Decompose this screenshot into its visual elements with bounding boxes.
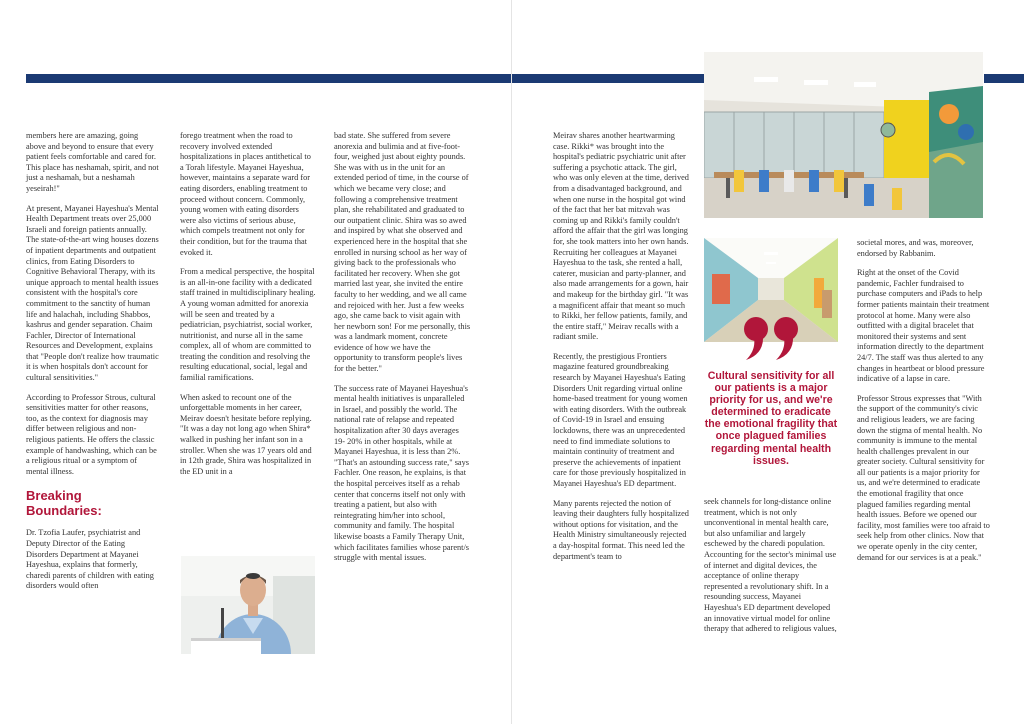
pull-quote: Cultural sensitivity for all our patients is a major priority for us, and we're determined to eradicate the emotional fragility that once plagued families regarding mental health issues. [704,370,838,467]
paragraph: members here are amazing, going above and beyond to ensure that every patient feels comfortable and cared for. This place has neshamah, spirit, and not just a neshamah, but a neshamah yeseirah!" [26,131,159,193]
text-column-6 [857,238,991,563]
paragraph: Professor Strous expresses that "With the support of the community's civic and religious leaders, we are facing down the stigma of mental health. No community is immune to the mental health challenges prevalent in our greater society. Cultural sensitivity for all our patients is a major priority for us, and we're determined to eradicate the emotional fragility that once plagued families regarding mental health issues. Before we opened our facility, most families were too afraid to seek help from other clinics. Now that we operate openly in the city center, demand for our services is at a peak." [857,393,990,562]
dining-hall-photo [704,52,983,218]
quote-mark-icon [742,316,804,362]
text-column-3 [334,131,471,564]
header-rule-right [984,74,1024,83]
section-heading: Breaking Boundaries: [26,488,102,518]
paragraph: societal mores, and was, moreover, endorsed by Rabbanim. [857,238,974,258]
paragraph: Meirav shares another heartwarming case. Rikki* was brought into the hospital's pediatric psychiatric unit after suffering a psychotic attack. The girl, who was only eleven at the time, derived from a disadvantaged background, and when one nurse in the hospital got wind of the fact that her bat mitzvah was coming up and Rikki's family couldn't afford the affair that the girl was longing for, she took matters into her own hands. Recruiting her colleagues at Mayanei Hayeshua to the task, she rented a hall, caterer, musician and party-planner, and also made arrangements for a gown, hair and makeup for the birthday girl. "It was a magnificent affair that meant so much to Rikki, her fellow patients, family, and the entire staff," Meirav recalls with a radiant smile. [553,131,689,342]
text-column-5 [704,497,838,635]
paragraph: Dr. Tzofia Laufer, psychiatrist and Deputy Director of the Eating Disorders Department at Mayanei Hayeshua, explains that formerly, charedi parents of children with eating disorders would often [26,528,154,591]
header-rule-left [26,74,706,83]
paragraph: From a medical perspective, the hospital is an all-in-one facility with a dedicated staff trained in multidisciplinary healing. A young woman admitted for anorexia will be seen and treated by a pediatrician, psychiatrist, social worker, nutritionist, and nurse all in the same complex, all of whom are committed to treating the condition and resolving the resulting educational, social, legal and familial ramifications. [180,267,316,383]
paragraph: forego treatment when the road to recovery involved extended hospitalizations in places antithetical to a Torah lifestyle. Mayanei Hayeshua, however, maintains a separate ward for eating disorders, enabling treatment to proceed without concern. Commonly, young women with eating disorders were also victims of serious abuse, which compels treatment not only for their condition, but for the trauma that evoked it. [180,131,311,257]
paragraph: seek channels for long-distance online treatment, which is not only unconventional in mental health care, but also unfamiliar and largely eschewed by the charedi population. Accounting for the sector's minimal use of internet and digital devices, the acceptance of online therapy represented a revolutionary shift. In a resounding success, Mayanei Hayeshua's ED department developed an innovative virtual model for online therapy that adhered to religious values, [704,497,837,634]
speaker-photo [181,556,315,654]
paragraph: Many parents rejected the notion of leaving their daughters fully hospitalized without options for visitation, and the Health Ministry simultaneously rejected a day-hospital format. This need led the department's team to [553,498,689,561]
paragraph: According to Professor Strous, cultural sensitivities matter for other reasons, too, as the context for diagnosis may differ between religious and non-religious patients. He offers the classic example of handwashing, which can be a religious ritual or a symptom of mental illness. [26,392,157,476]
text-column-1 [26,131,159,592]
speaker-photo-image [181,556,315,654]
paragraph: Recently, the prestigious Frontiers magazine featured groundbreaking research by Mayanei Hayeshua's Eating Disorders Unit regarding virtual online home-based treatment for young women with eating disorders. With the outbreak of Covid-19 in Israel and ensuing lockdowns, there was an unprecedented need to find immediate solutions to maintain continuity of treatment and preserve the achievements of inpatient care for those previously hospitalized in Mayanei Hayeshua's ED department. [553,351,688,488]
paragraph: The success rate of Mayanei Hayeshua's mental health initiatives is unparalleled in Israel, and possibly the world. The national rate of relapse and repeated hospitalization after 30 days averages 19- 20% in other hospitals, while at Mayanei Hayeshua, it is less than 2%. "That's an astounding success rate," says Fachler. One reason, he explains, is that the hospital perceives itself as a rehab center that concerns itself not only with treating a patient, but also with reintegrating him/her into school, community and family. The hospital likewise boasts a Family Therapy Unit, which facilitates families whose parent/s struggle with mental issues. [334,383,470,563]
text-column-4 [553,131,690,562]
text-column-2 [180,131,316,477]
page-spine [511,0,512,724]
paragraph: When asked to recount one of the unforgettable moments in her career, Meirav doesn't hesitate before replying. "It was a day not long ago when Shira* walked in pushing her infant son in a stroller. When she was 17 years old and in 12th grade, Shira was hospitalized in the ED unit in a [180,392,312,476]
dining-hall-image [704,52,983,218]
paragraph: bad state. She suffered from severe anorexia and bulimia and at five-foot-four, weighed just about eighty pounds. She was with us in the unit for an extended period of time, in the course of which we became very close; and following a comprehensive treatment plan, she rehabilitated and graduated to our outpatient clinic. Shira was so awed and inspired by what she observed and experienced here in the hospital that she enrolled in nursing school as her way of giving back to the professionals who facilitated her recovery. When she got married last year, she invited the entire faculty to her wedding, and we all came and rejoiced with her. Just a few weeks ago, she came back to visit again with her newborn son! For me personally, this was a landmark moment, concrete evidence of how we have the opportunity to transform people's lives for the better." [334,131,471,374]
paragraph: Right at the onset of the Covid pandemic, Fachler fundraised to purchase computers and iPads to help former patients maintain their treatment protocol at home. Many were also outfitted with a digital bracelet that monitored their systems and sent information directly to the department 24/7. The staff was thus alerted to any changes in heartbeat or blood pressure indicative of a lapse in care. [857,268,990,384]
paragraph: At present, Mayanei Hayeshua's Mental Health Department treats over 25,000 Israeli and foreign patients annually. The state-of-the-art wing houses dozens of inpatient departments and outpatient clinics, from Eating Disorders to Cognitive Behavioral Therapy, with its unique approach to mental health issues consistent with the hospital's core commitment to the sanctity of human life and halachah, including Shabbos, kashrus and gender separation. Chaim Fachler, Director of International Resources and Development, explains that "People don't realize how traumatic it is when hospitals don't account for cultural sensitivities." [26,203,159,383]
